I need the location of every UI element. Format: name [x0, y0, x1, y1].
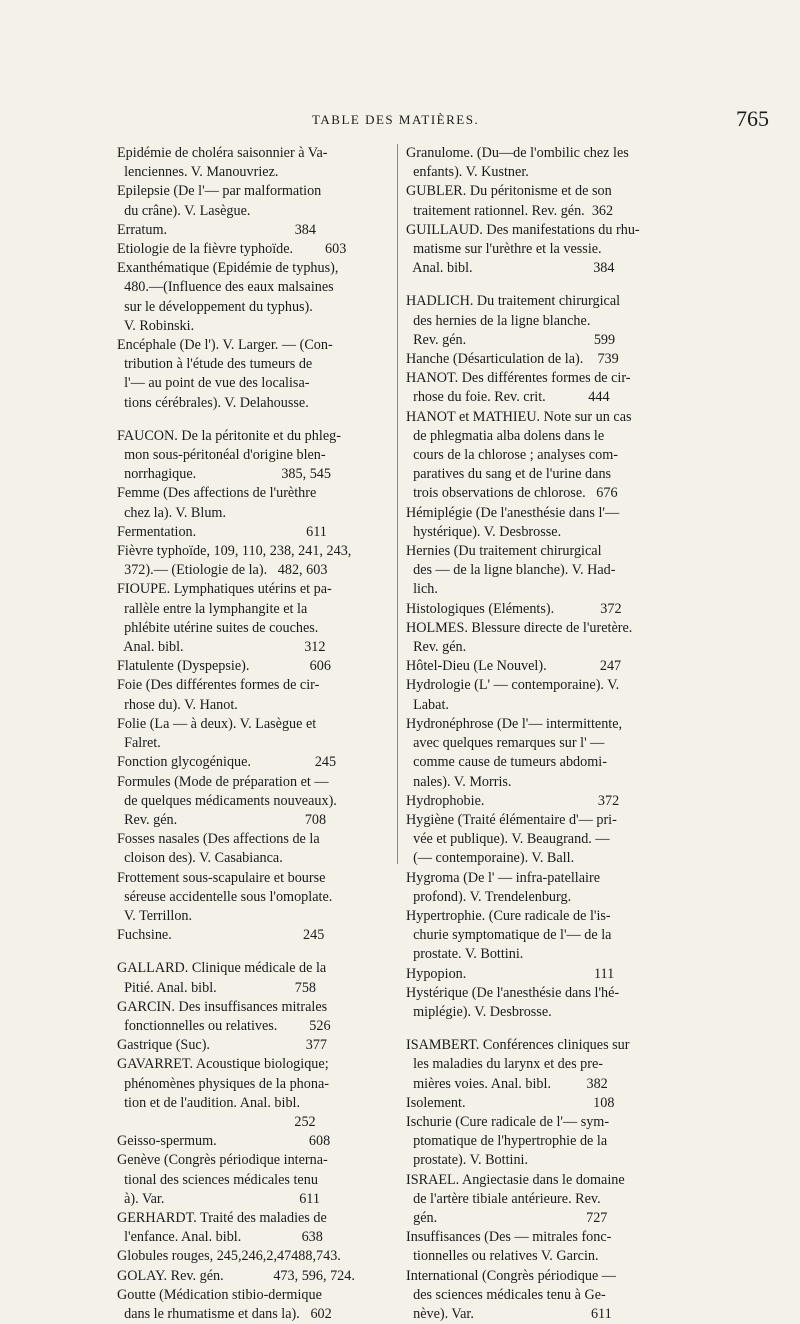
index-entry-line: Rev. gén. 599 [406, 331, 616, 348]
index-entry [406, 811, 682, 869]
index-entry-line: des — de la ligne blanche). V. Had- [406, 562, 616, 579]
index-entry [406, 984, 682, 1022]
index-entry-line: Hanche (Désarticulation de la). 739 [406, 351, 619, 368]
column-divider [397, 144, 398, 864]
index-entry-line: les maladies du larynx et des pre- [406, 1056, 603, 1073]
index-entry-line: Rev. gén. [406, 639, 467, 656]
index-entry-line: Epilepsie (De l'— par malformation [117, 183, 322, 200]
index-entry-line: Hystérique (De l'anesthésie dans l'hé- [406, 984, 620, 1001]
index-entry [406, 657, 682, 676]
index-entry-line: matisme sur l'urèthre et la vessie. [406, 241, 602, 258]
index-entry-line: churie symptomatique de l'— de la [406, 927, 612, 944]
index-entry [117, 926, 389, 945]
index-entry-line: FAUCON. De la péritonite et du phleg- [117, 427, 341, 444]
index-entry-line: vée et publique). V. Beaugrand. — [406, 831, 610, 848]
index-entry-line: chez la). V. Blum. [117, 504, 227, 521]
index-entry-line: tional des sciences médicales tenu [117, 1171, 318, 1188]
index-entry-line: enfants). V. Kustner. [406, 164, 529, 181]
index-entry-line: tion et de l'audition. Anal. bibl. [117, 1094, 301, 1111]
index-entry [406, 369, 682, 407]
page-header [0, 106, 800, 136]
section-gap [117, 945, 389, 959]
index-entry [117, 1267, 389, 1286]
index-entry [117, 221, 389, 240]
index-entry-line: prostate. V. Bottini. [406, 946, 524, 963]
index-entry-line: HADLICH. Du traitement chirurgical [406, 293, 621, 310]
index-entry-line: Falret. [117, 735, 161, 752]
index-entry [117, 715, 389, 753]
index-entry-line: à). Var. 611 [117, 1190, 320, 1207]
index-entry [117, 869, 389, 927]
index-entry-line: Hygiène (Traité élémentaire d'— pri- [406, 811, 617, 828]
index-entry-line: Histologiques (Eléments). 372 [406, 600, 622, 617]
index-entry [406, 1113, 682, 1171]
index-entry-line: Fièvre typhoïde, 109, 110, 238, 241, 243, [117, 543, 352, 560]
index-entry-line: paratives du sang et de l'urine dans [406, 466, 612, 483]
index-entry-line: Geisso-spermum. 608 [117, 1133, 331, 1150]
index-entry [117, 753, 389, 772]
index-entry [406, 144, 682, 182]
index-entry-line: GARCIN. Des insuffisances mitrales [117, 998, 328, 1015]
index-entry [406, 350, 682, 369]
index-entry-line: Foie (Des différentes formes de cir- [117, 677, 320, 694]
index-entry-line: tionnelles ou relatives V. Garcin. [406, 1248, 599, 1265]
index-entry [117, 998, 389, 1036]
index-entry-line: GAVARRET. Acoustique biologique; [117, 1056, 329, 1073]
index-entry [406, 1036, 682, 1094]
index-entry [406, 1094, 682, 1113]
index-entry-line: V. Robinski. [117, 317, 195, 334]
index-entry-line: lich. [406, 581, 438, 598]
index-entry [406, 182, 682, 220]
index-entry-line: des hernies de la ligne blanche. [406, 312, 591, 329]
index-entry-line: rhose du foie. Rev. crit. 444 [406, 389, 610, 406]
index-entry-line: Anal. bibl. 384 [406, 260, 615, 277]
index-entry-line: Hémiplégie (De l'anesthésie dans l'— [406, 504, 620, 521]
index-entry [117, 427, 389, 485]
index-entry-line: comme cause de tumeurs abdomi- [406, 754, 607, 771]
index-entry-line: ISRAEL. Angiectasie dans le domaine [406, 1171, 625, 1188]
index-entry [406, 1267, 682, 1324]
index-entry-line: Exanthématique (Epidémie de typhus), [117, 260, 339, 277]
index-entry-line: Hydrophobie. 372 [406, 792, 620, 809]
index-entry [406, 907, 682, 965]
index-entry-line: Folie (La — à deux). V. Lasègue et [117, 715, 317, 732]
right-column [406, 144, 682, 1324]
index-entry-line: FIOUPE. Lymphatiques utérins et pa- [117, 581, 332, 598]
index-entry [117, 542, 389, 580]
index-entry [117, 580, 389, 657]
index-entry-line: Hernies (Du traitement chirurgical [406, 543, 602, 560]
index-entry [406, 715, 682, 792]
index-entry-line: Isolement. 108 [406, 1094, 615, 1111]
index-entry [406, 542, 682, 600]
index-entry-line: Hydrologie (L' — contemporaine). V. [406, 677, 620, 694]
index-entry-line: Fosses nasales (Des affections de la [117, 831, 320, 848]
index-entry [117, 830, 389, 868]
index-entry-line: tions cérébrales). V. Delahousse. [117, 394, 309, 411]
index-entry-line: de phlegmatia alba dolens dans le [406, 427, 605, 444]
index-entry-line: des sciences médicales tenu à Ge- [406, 1286, 606, 1303]
index-entry [406, 869, 682, 907]
index-entry-line: traitement rationnel. Rev. gén. 362 [406, 202, 614, 219]
index-entry [406, 600, 682, 619]
index-entry [117, 1132, 389, 1151]
index-entry [117, 144, 389, 182]
index-entry-line: Gastrique (Suc). 377 [117, 1037, 328, 1054]
index-entry-line: gén. 727 [406, 1209, 608, 1226]
index-entry-line: Insuffisances (Des — mitrales fonc- [406, 1229, 612, 1246]
index-entry-line: Anal. bibl. 312 [117, 639, 326, 656]
index-entry-line: profond). V. Trendelenburg. [406, 888, 572, 905]
index-entry [117, 240, 389, 259]
index-entry [117, 484, 389, 522]
index-entry-line: Femme (Des affections de l'urèthre [117, 485, 317, 502]
index-entry-line: Labat. [406, 696, 449, 713]
index-entry-line: HANOT et MATHIEU. Note sur un cas [406, 408, 632, 425]
index-entry [117, 1036, 389, 1055]
index-entry [406, 965, 682, 984]
index-entry-line: nales). V. Morris. [406, 773, 512, 790]
index-entry-line: du crâne). V. Lasègue. [117, 202, 251, 219]
index-entry-line: HANOT. Des différentes formes de cir- [406, 370, 631, 387]
index-entry-line: Erratum. 384 [117, 221, 316, 238]
page-number: 765 [736, 106, 769, 131]
index-entry-line: phlébite utérine suites de couches. [117, 619, 319, 636]
index-entry-line: GUBLER. Du péritonisme et de son [406, 183, 612, 200]
index-entry-line: Hydronéphrose (De l'— intermittente, [406, 715, 623, 732]
running-title: TABLE DES MATIÈRES. [312, 112, 480, 127]
index-entry-line: Fonction glycogénique. 245 [117, 754, 337, 771]
index-entry [406, 676, 682, 714]
index-entry-line: Genève (Congrès périodique interna- [117, 1152, 328, 1169]
index-entry-line: trois observations de chlorose. 676 [406, 485, 618, 502]
index-entry-line: rallèle entre la lymphangite et la [117, 600, 308, 617]
index-entry-line: GERHARDT. Traité des maladies de [117, 1209, 327, 1226]
index-entry-line: mon sous-péritonéal d'origine blen- [117, 447, 326, 464]
section-gap [117, 413, 389, 427]
index-entry-line: 480.—(Influence des eaux malsaines [117, 279, 334, 296]
index-entry-line: fonctionnelles ou relatives. 526 [117, 1017, 331, 1034]
index-entry-line: V. Terrillon. [117, 907, 193, 924]
index-entry-line: Hygroma (De l' — infra-patellaire [406, 869, 601, 886]
index-entry-line: Hypopion. 111 [406, 965, 615, 982]
section-gap [406, 278, 682, 292]
index-entry [406, 408, 682, 504]
index-entry [117, 1055, 389, 1132]
index-entry-line: l'— au point de vue des localisa- [117, 375, 310, 392]
index-entry-line: Frottement sous-scapulaire et bourse [117, 869, 326, 886]
index-entry [406, 792, 682, 811]
index-entry-line: lenciennes. V. Manouvriez. [117, 164, 279, 181]
index-entry-line: GOLAY. Rev. gén. 473, 596, 724. [117, 1267, 355, 1284]
index-entry-line: 372).— (Etiologie de la). 482, 603 [117, 562, 328, 579]
index-entry-line: prostate). V. Bottini. [406, 1152, 529, 1169]
index-entry [117, 676, 389, 714]
index-entry-line: phénomènes physiques de la phona- [117, 1075, 329, 1092]
index-entry-line: Hôtel-Dieu (Le Nouvel). 247 [406, 658, 622, 675]
index-entry-line: Pitié. Anal. bibl. 758 [117, 979, 317, 996]
index-entry-line: de l'artère tibiale antérieure. Rev. [406, 1190, 601, 1207]
index-entry [406, 292, 682, 350]
index-entry-line: Granulome. (Du—de l'ombilic chez les [406, 145, 629, 161]
index-entry-line: Formules (Mode de préparation et — [117, 773, 329, 790]
index-entry [117, 1151, 389, 1209]
index-entry-line: HOLMES. Blessure directe de l'uretère. [406, 619, 633, 636]
section-gap [406, 1022, 682, 1036]
index-entry [117, 336, 389, 413]
index-entry [406, 1171, 682, 1229]
index-entry-line: Encéphale (De l'). V. Larger. — (Con- [117, 337, 333, 354]
index-entry-line: Epidémie de choléra saisonnier à Va- [117, 145, 328, 161]
index-entry-line: dans le rhumatisme et dans la). 602 [117, 1305, 332, 1322]
index-entry-line: norrhagique. 385, 545 [117, 466, 331, 483]
index-entry-line: ISAMBERT. Conférences cliniques sur [406, 1037, 630, 1054]
index-entry-line: cloison des). V. Casabianca. [117, 850, 283, 867]
index-entry [406, 1228, 682, 1266]
index-entry-line: miplégie). V. Desbrosse. [406, 1003, 552, 1020]
index-entry [117, 523, 389, 542]
index-entry-line: hystérique). V. Desbrosse. [406, 523, 562, 540]
index-entry-line: l'enfance. Anal. bibl. 638 [117, 1229, 323, 1246]
index-entry-line: GUILLAUD. Des manifestations du rhu- [406, 221, 640, 238]
index-entry-line: Fuchsine. 245 [117, 927, 325, 944]
index-entry-line: Fermentation. 611 [117, 523, 327, 540]
index-entry-line: nève). Var. 611 [406, 1305, 612, 1322]
index-entry [117, 959, 389, 997]
index-entry [117, 657, 389, 676]
left-column [117, 144, 389, 1324]
index-entry-line: Goutte (Médication stibio-dermique [117, 1286, 322, 1303]
index-entry-line: cours de la chlorose ; analyses com- [406, 447, 618, 464]
index-entry [117, 1247, 389, 1266]
index-entry-line: GALLARD. Clinique médicale de la [117, 960, 327, 977]
index-entry [117, 773, 389, 831]
index-entry-line: séreuse accidentelle sous l'omoplate. [117, 888, 333, 905]
index-entry-line: Ischurie (Cure radicale de l'— sym- [406, 1113, 610, 1130]
index-entry-line: 252 [117, 1113, 316, 1130]
index-entry-line: tribution à l'étude des tumeurs de [117, 356, 313, 373]
index-entry [406, 504, 682, 542]
index-entry-line: avec quelques remarques sur l' — [406, 735, 605, 752]
index-entry-line: ptomatique de l'hypertrophie de la [406, 1133, 608, 1150]
index-entry-line: sur le développement du typhus). [117, 298, 313, 315]
index-entry [117, 182, 389, 220]
index-entry [117, 1286, 389, 1324]
index-entry [406, 619, 682, 657]
index-entry-line: mières voies. Anal. bibl. 382 [406, 1075, 608, 1092]
index-entry [406, 221, 682, 279]
index-entry-line: International (Congrès périodique — [406, 1267, 616, 1284]
index-entry-line: Etiologie de la fièvre typhoïde. 603 [117, 241, 347, 258]
index-entry-line: rhose du). V. Hanot. [117, 696, 238, 713]
index-entry-line: Globules rouges, 245,246,2,47488,743. [117, 1248, 341, 1265]
index-entry-line: (— contemporaine). V. Ball. [406, 850, 575, 867]
index-entry-line: Rev. gén. 708 [117, 811, 327, 828]
index-entry-line: Flatulente (Dyspepsie). 606 [117, 658, 331, 675]
index-entry [117, 259, 389, 336]
index-entry-line: de quelques médicaments nouveaux). [117, 792, 337, 809]
index-entry-line: Hypertrophie. (Cure radicale de l'is- [406, 907, 611, 924]
